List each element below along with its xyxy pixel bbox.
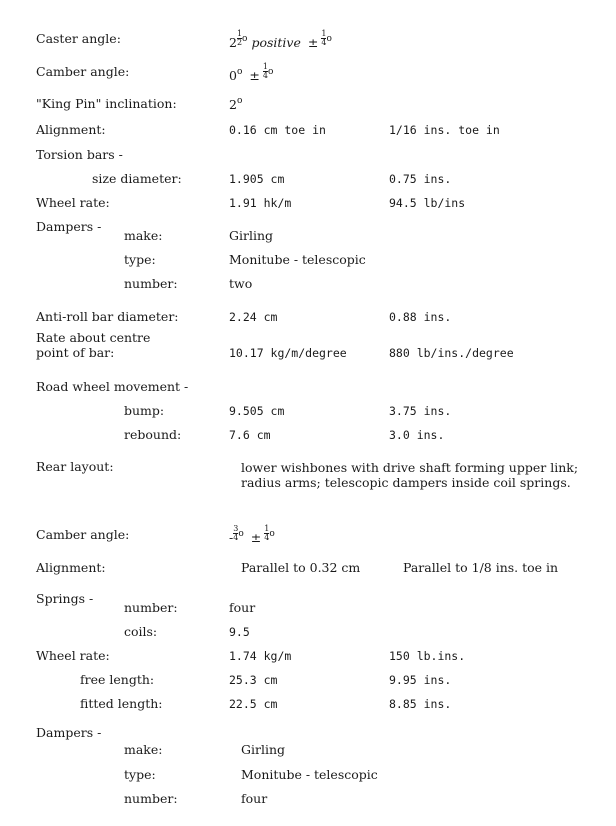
free-length-metric: 25.3 cm bbox=[229, 673, 278, 687]
fitted-length-imperial: 8.85 ins. bbox=[389, 697, 452, 711]
rear-camber-value: - $\frac{3}{4}$ $^o$ ± $\frac{1}{4}$ $^o$ bbox=[229, 524, 275, 545]
rear-wheel-rate-imperial: 150 lb.ins. bbox=[389, 649, 466, 663]
caster-angle-label: Caster angle: bbox=[36, 31, 121, 46]
fitted-length-metric: 22.5 cm bbox=[229, 697, 278, 711]
alignment-label: Alignment: bbox=[36, 122, 106, 137]
bump-imperial: 3.75 ins. bbox=[389, 404, 452, 418]
rear-camber-label: Camber angle: bbox=[36, 527, 130, 542]
dampers-number-value: two bbox=[229, 276, 253, 291]
coils-label: coils: bbox=[124, 624, 158, 639]
camber-angle-label: Camber angle: bbox=[36, 64, 130, 79]
rear-dampers-type-value: Monitube - telescopic bbox=[241, 767, 378, 782]
rear-alignment-label: Alignment: bbox=[36, 560, 106, 575]
alignment-imperial: 1/16 ins. toe in bbox=[389, 123, 500, 137]
size-diameter-imperial: 0.75 ins. bbox=[389, 172, 452, 186]
rear-dampers-number-label: number: bbox=[124, 791, 178, 806]
rear-alignment-imperial: Parallel to 1/8 ins. toe in bbox=[403, 560, 559, 575]
dampers-make-label: make: bbox=[124, 228, 163, 243]
antiroll-metric: 2.24 cm bbox=[229, 310, 278, 324]
size-diameter-metric: 1.905 cm bbox=[229, 172, 285, 186]
rebound-metric: 7.6 cm bbox=[229, 428, 271, 442]
rear-dampers-make-value: Girling bbox=[241, 742, 286, 757]
rate-centre-label-line2: point of bar: bbox=[36, 345, 115, 360]
free-length-imperial: 9.95 ins. bbox=[389, 673, 452, 687]
rebound-imperial: 3.0 ins. bbox=[389, 428, 445, 442]
rebound-label: rebound: bbox=[124, 427, 182, 442]
bump-metric: 9.505 cm bbox=[229, 404, 285, 418]
rear-layout-value: lower wishbones with drive shaft forming upper link; radius arms; telescopic dampers inside coil springs. bbox=[241, 460, 579, 490]
kingpin-inclination-label: "King Pin" inclination: bbox=[36, 96, 177, 111]
kingpin-inclination-value: 2$^o$ bbox=[229, 96, 243, 112]
rear-dampers-type-label: type: bbox=[124, 767, 156, 782]
rear-layout-label: Rear layout: bbox=[36, 459, 114, 474]
road-wheel-movement-label: Road wheel movement - bbox=[36, 379, 189, 394]
rear-alignment-metric: Parallel to 0.32 cm bbox=[241, 560, 361, 575]
springs-number-value: four bbox=[229, 600, 256, 615]
size-diameter-label: size diameter: bbox=[92, 171, 182, 186]
dampers-type-value: Monitube - telescopic bbox=[229, 252, 366, 267]
free-length-label: free length: bbox=[80, 672, 155, 687]
wheel-rate-imperial: 94.5 lb/ins bbox=[389, 196, 466, 210]
wheel-rate-metric: 1.91 hk/m bbox=[229, 196, 292, 210]
dampers-label: Dampers - bbox=[36, 219, 102, 234]
rate-centre-label-line1: Rate about centre bbox=[36, 330, 151, 345]
caster-angle-value: 2 $\frac{1}{2}$ $^o$ positive ± $\frac{1}{4}$ $^o$ bbox=[229, 29, 332, 50]
fitted-length-label: fitted length: bbox=[80, 696, 163, 711]
camber-angle-value: 0$^o$ ± $\frac{1}{4}$ $^o$ bbox=[229, 62, 274, 83]
rear-wheel-rate-metric: 1.74 kg/m bbox=[229, 649, 292, 663]
rear-dampers-make-label: make: bbox=[124, 742, 163, 757]
dampers-make-value: Girling bbox=[229, 228, 274, 243]
rate-centre-metric: 10.17 kg/m/degree bbox=[229, 346, 347, 360]
dampers-number-label: number: bbox=[124, 276, 178, 291]
wheel-rate-label: Wheel rate: bbox=[36, 195, 110, 210]
rate-centre-imperial: 880 lb/ins./degree bbox=[389, 346, 514, 360]
rear-wheel-rate-label: Wheel rate: bbox=[36, 648, 110, 663]
dampers-type-label: type: bbox=[124, 252, 156, 267]
alignment-metric: 0.16 cm toe in bbox=[229, 123, 326, 137]
springs-number-label: number: bbox=[124, 600, 178, 615]
coils-value: 9.5 bbox=[229, 625, 250, 639]
springs-label: Springs - bbox=[36, 591, 94, 606]
rear-dampers-label: Dampers - bbox=[36, 725, 102, 740]
rear-dampers-number-value: four bbox=[241, 791, 268, 806]
antiroll-label: Anti-roll bar diameter: bbox=[36, 309, 179, 324]
antiroll-imperial: 0.88 ins. bbox=[389, 310, 452, 324]
torsion-bars-label: Torsion bars - bbox=[36, 147, 123, 162]
bump-label: bump: bbox=[124, 403, 165, 418]
